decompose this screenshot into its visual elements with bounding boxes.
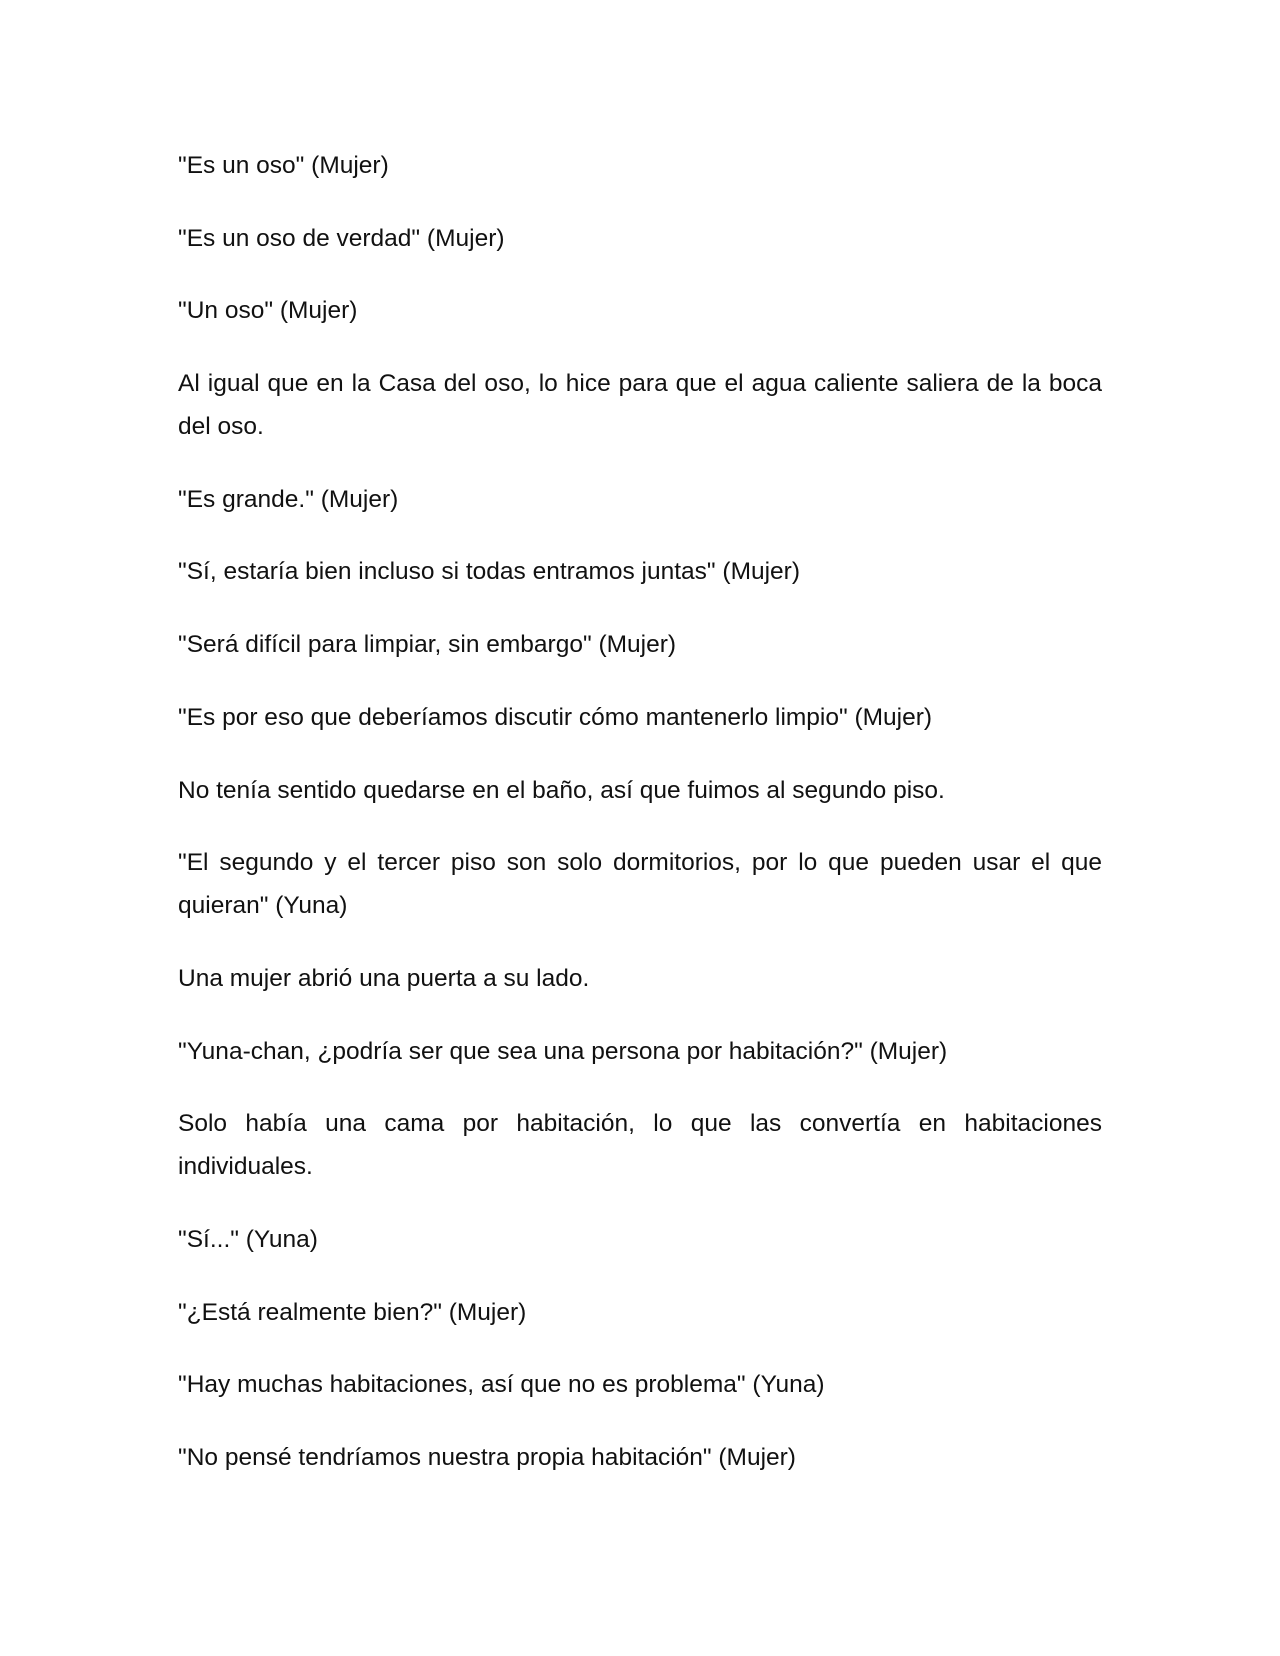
paragraph: "No pensé tendríamos nuestra propia habitación" (Mujer) <box>178 1444 796 1471</box>
paragraph: "Un oso" (Mujer) <box>178 297 358 325</box>
paragraph: "Es un oso de verdad" (Mujer) <box>178 224 505 252</box>
document-body <box>178 144 1102 1479</box>
paragraph: "El segundo y el tercer piso son solo dormitorios, por lo que pueden usar el que quieran" (Yuna) <box>178 849 1102 920</box>
paragraph: "¿Está realmente bien?" (Mujer) <box>178 1298 527 1326</box>
paragraph: "Sí, estaría bien incluso si todas entramos juntas" (Mujer) <box>178 558 800 586</box>
paragraph: "Yuna-chan, ¿podría ser que sea una persona por habitación?" (Mujer) <box>178 1037 948 1065</box>
paragraph: "Es un oso" (Mujer) <box>178 152 389 179</box>
paragraph: "Es grande." (Mujer) <box>178 485 399 513</box>
paragraph: "Hay muchas habitaciones, así que no es problema" (Yuna) <box>178 1371 825 1399</box>
paragraph: No tenía sentido quedarse en el baño, así que fuimos al segundo piso. <box>178 776 945 804</box>
paragraph: Solo había una cama por habitación, lo que las convertía en habitaciones individuales. <box>178 1110 1102 1181</box>
paragraph: "Sí..." (Yuna) <box>178 1225 318 1253</box>
paragraph: Al igual que en la Casa del oso, lo hice para que el agua caliente saliera de la boca del oso. <box>178 370 1102 441</box>
paragraph: Una mujer abrió una puerta a su lado. <box>178 964 590 992</box>
paragraph: "Será difícil para limpiar, sin embargo" (Mujer) <box>178 631 677 659</box>
paragraph: "Es por eso que deberíamos discutir cómo mantenerlo limpio" (Mujer) <box>178 703 933 731</box>
